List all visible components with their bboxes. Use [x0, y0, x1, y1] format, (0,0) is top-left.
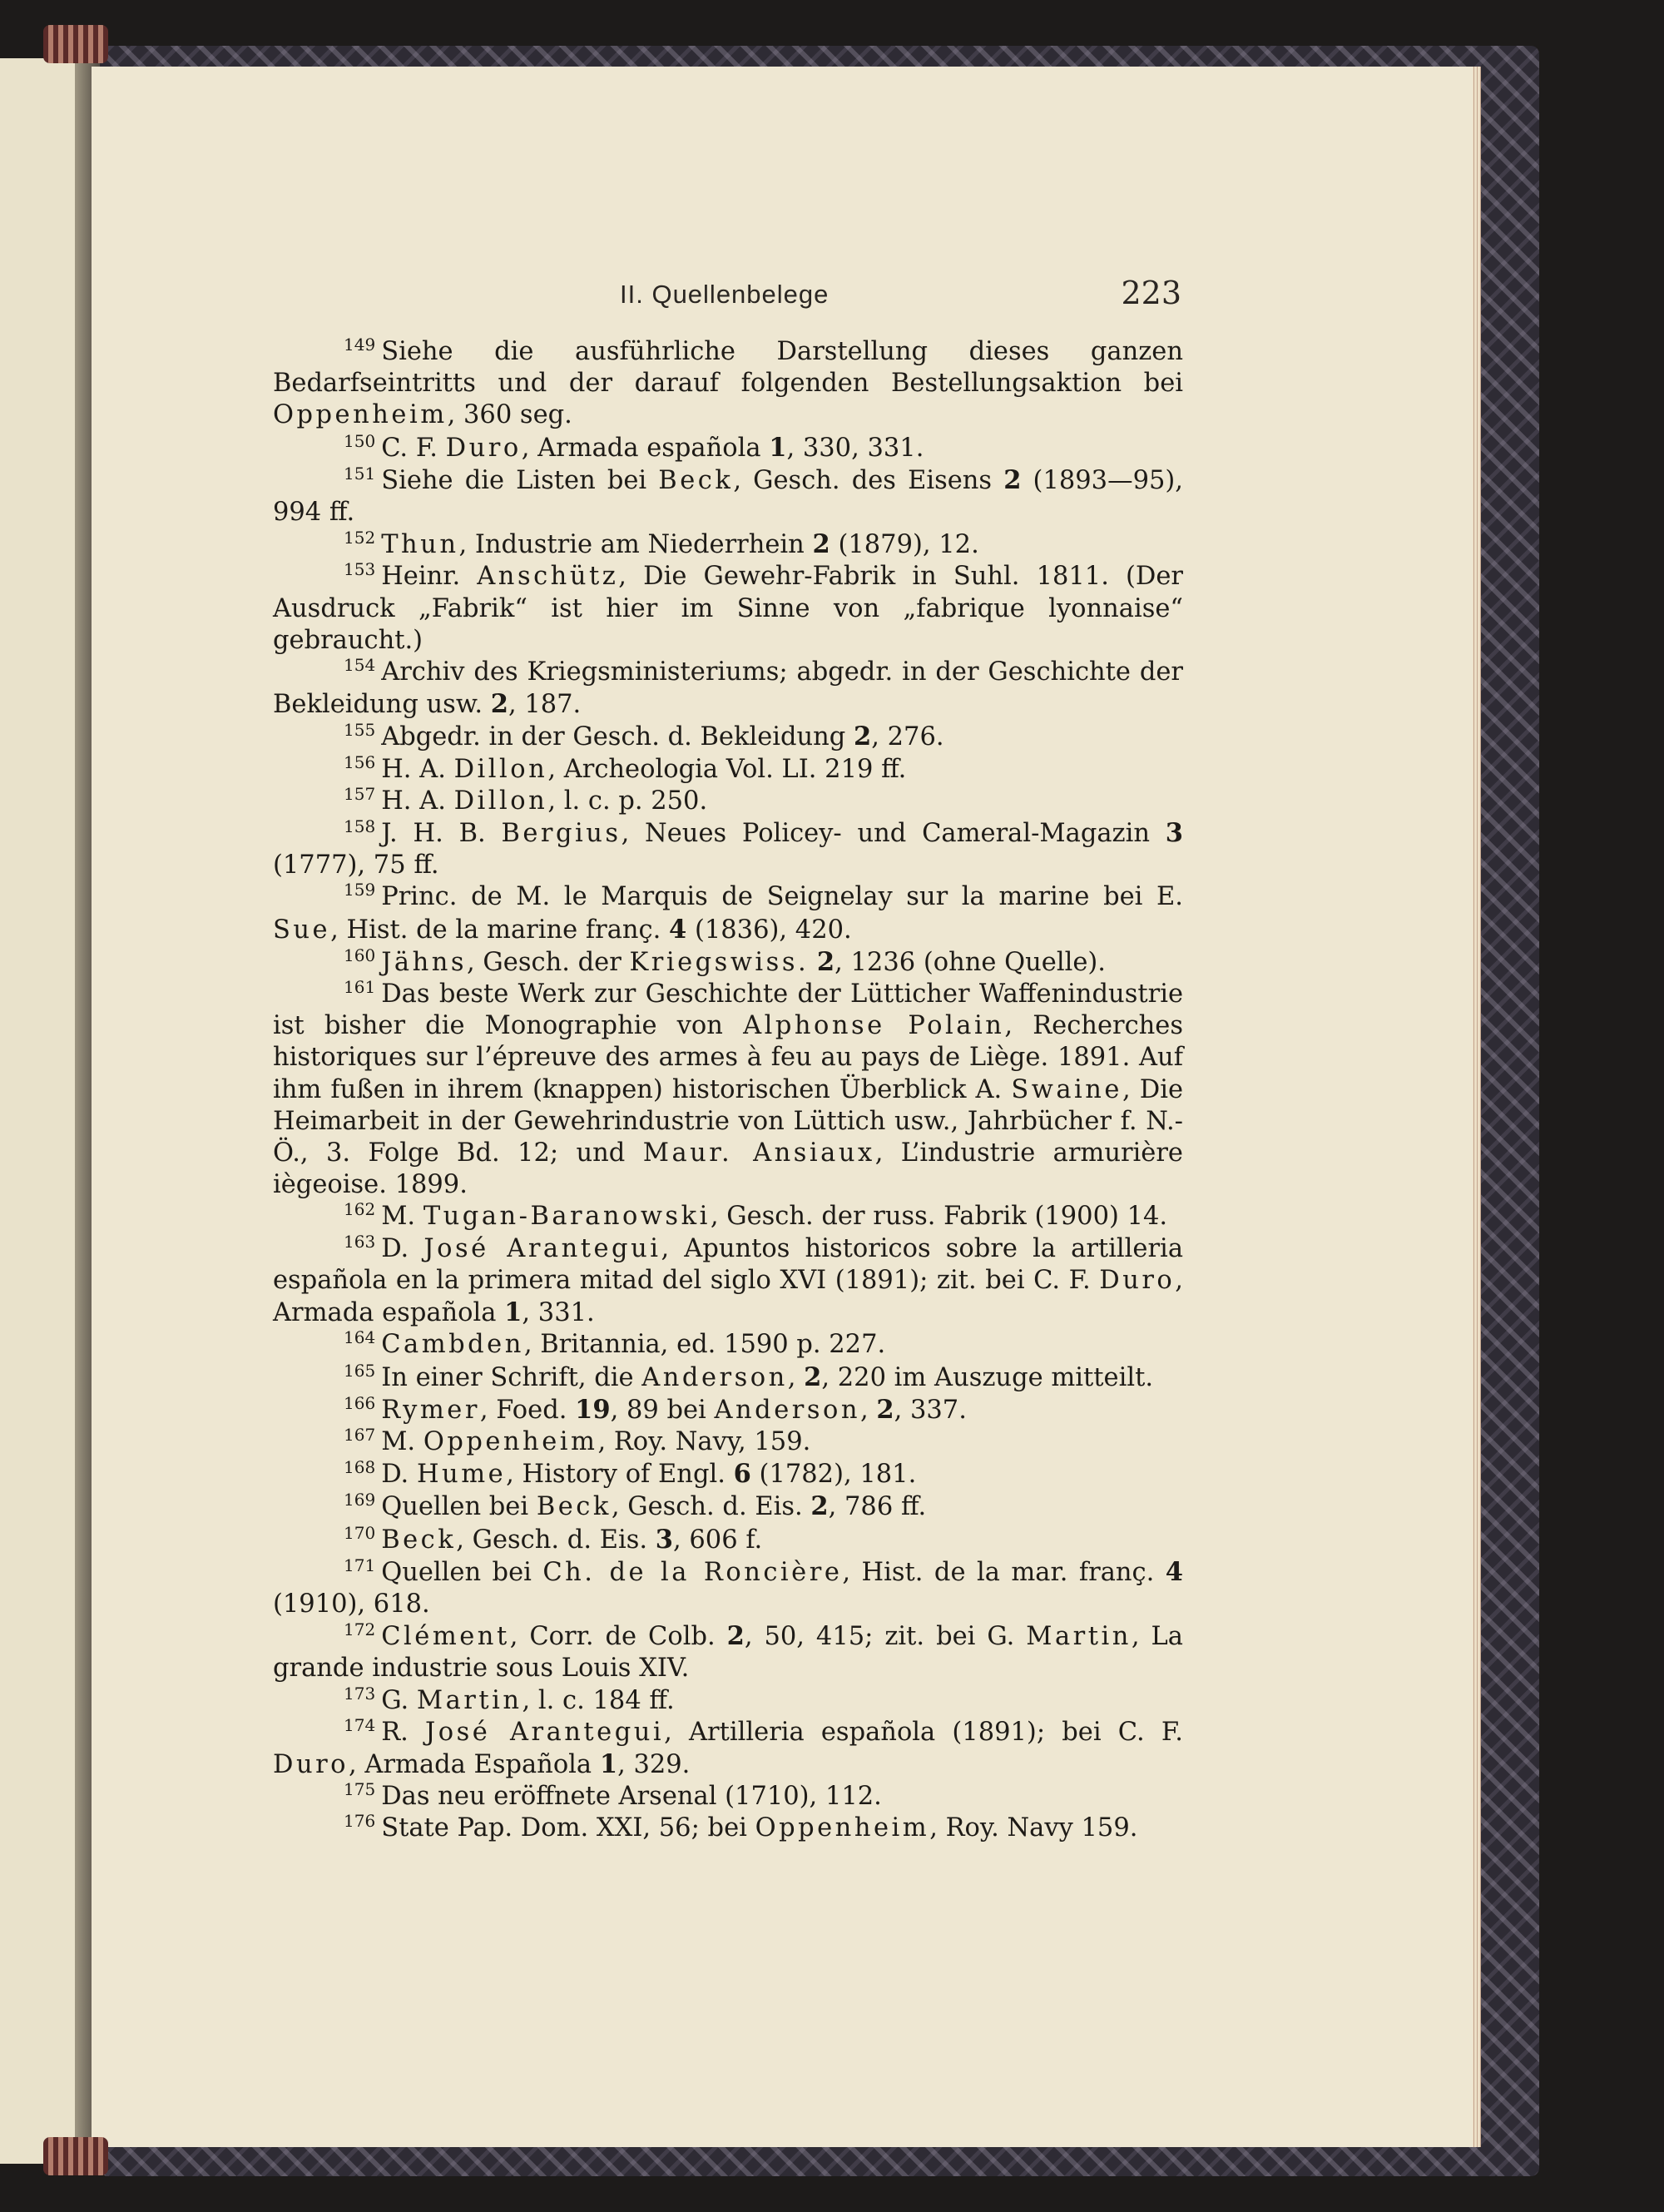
- footnote: $^{163}$ D. José Arantegui, Apuntos historicos sobre la artilleria española en la primera mitad del siglo XVI (1891); zit. bei C. F. Duro, Armada española 1, 331.: [273, 1231, 1183, 1328]
- footnote: $^{149}$ Siehe die ausführliche Darstellung dieses ganzen Bedarfseintritts und der darauf folgenden Bestellungsaktion bei Oppenheim, 360 seg.: [273, 335, 1183, 430]
- footnote: $^{176}$ State Pap. Dom. XXI, 56; bei Oppenheim, Roy. Navy 159.: [344, 1811, 1138, 1843]
- footnote: $^{162}$ M. Tugan-Baranowski, Gesch. der russ. Fabrik (1900) 14.: [344, 1199, 1168, 1232]
- page-header: [266, 275, 1181, 325]
- left-page-edge: [0, 58, 75, 2164]
- footnote: $^{155}$ Abgedr. in der Gesch. d. Bekleidung 2, 276.: [344, 720, 944, 752]
- footnote: $^{166}$ Rymer, Foed. 19, 89 bei Anderson, 2, 337.: [344, 1392, 967, 1425]
- footnote: $^{150}$ C. F. Duro, Armada española 1, 330, 331.: [344, 430, 924, 463]
- footnote: $^{175}$ Das neu eröffnete Arsenal (1710), 112.: [344, 1779, 882, 1812]
- running-head: II. Quellenbelege: [620, 280, 830, 309]
- footnotes: [273, 336, 1183, 1845]
- footnote: $^{173}$ G. Martin, l. c. 184 ff.: [344, 1683, 675, 1715]
- footnote: $^{152}$ Thun, Industrie am Niederrhein 2 (1879), 12.: [344, 528, 979, 560]
- footnote: $^{157}$ H. A. Dillon, l. c. p. 250.: [344, 783, 708, 816]
- page-number: 223: [1121, 275, 1181, 311]
- bookmark-ribbon-top: [43, 25, 108, 63]
- footnote: $^{161}$ Das beste Werk zur Geschichte der Lütticher Waffenindustrie ist bisher die Monographie von Alphonse Polain, Recherches historiques sur l’épreuve des armes à feu au pays de Liège. 1891. Auf ihm fußen in ihrem (knappen) historischen Überblick A. Swaine, Die Heimarbeit in der Gewehrindustrie von Lüttich usw., Jahrbücher f. N.-Ö., 3. Folge Bd. 12; und Maur. Ansiaux, L’industrie armurière iègeoise. 1899.: [273, 977, 1184, 1200]
- footnote: $^{172}$ Clément, Corr. de Colb. 2, 50, 415; zit. bei G. Martin, La grande industrie sous Louis XIV.: [273, 1619, 1183, 1684]
- footnote: $^{164}$ Cambden, Britannia, ed. 1590 p. 227.: [344, 1327, 886, 1360]
- footnote: $^{156}$ H. A. Dillon, Archeologia Vol. LI. 219 ff.: [344, 751, 907, 784]
- footnote: $^{169}$ Quellen bei Beck, Gesch. d. Eis. 2, 786 ff.: [344, 1490, 927, 1522]
- footnote: $^{174}$ R. José Arantegui, Artilleria española (1891); bei C. F. Duro, Armada Española 1, 329.: [273, 1714, 1183, 1779]
- footnote: $^{171}$ Quellen bei Ch. de la Roncière, Hist. de la mar. franç. 4 (1910), 618.: [273, 1555, 1183, 1619]
- bookmark-ribbon-bottom: [43, 2137, 108, 2175]
- footnote: $^{154}$ Archiv des Kriegsministeriums; abgedr. in der Geschichte der Bekleidung usw. 2, 187.: [273, 655, 1183, 720]
- footnote: $^{151}$ Siehe die Listen bei Beck, Gesch. des Eisens 2 (1893—95), 994 ff.: [273, 463, 1183, 528]
- footnote: $^{153}$ Heinr. Anschütz, Die Gewehr-Fabrik in Suhl. 1811. (Der Ausdruck „Fabrik“ ist hier im Sinne von „fabrique lyonnaise“ gebraucht.): [273, 559, 1183, 655]
- footnote: $^{160}$ Jähns, Gesch. der Kriegswiss. 2, 1236 (ohne Quelle).: [344, 945, 1106, 977]
- footnote: $^{170}$ Beck, Gesch. d. Eis. 3, 606 f.: [344, 1522, 763, 1555]
- footnote: $^{158}$ J. H. B. Bergius, Neues Policey- und Cameral-Magazin 3 (1777), 75 ff.: [273, 816, 1184, 880]
- footnote: $^{167}$ M. Oppenheim, Roy. Navy, 159.: [344, 1424, 811, 1456]
- footnote: $^{168}$ D. Hume, History of Engl. 6 (1782), 181.: [344, 1457, 917, 1490]
- footnote: $^{165}$ In einer Schrift, die Anderson, 2, 220 im Auszuge mitteilt.: [344, 1360, 1154, 1392]
- footnote: $^{159}$ Princ. de M. le Marquis de Seignelay sur la marine bei E. Sue, Hist. de la marine franç. 4 (1836), 420.: [273, 880, 1183, 945]
